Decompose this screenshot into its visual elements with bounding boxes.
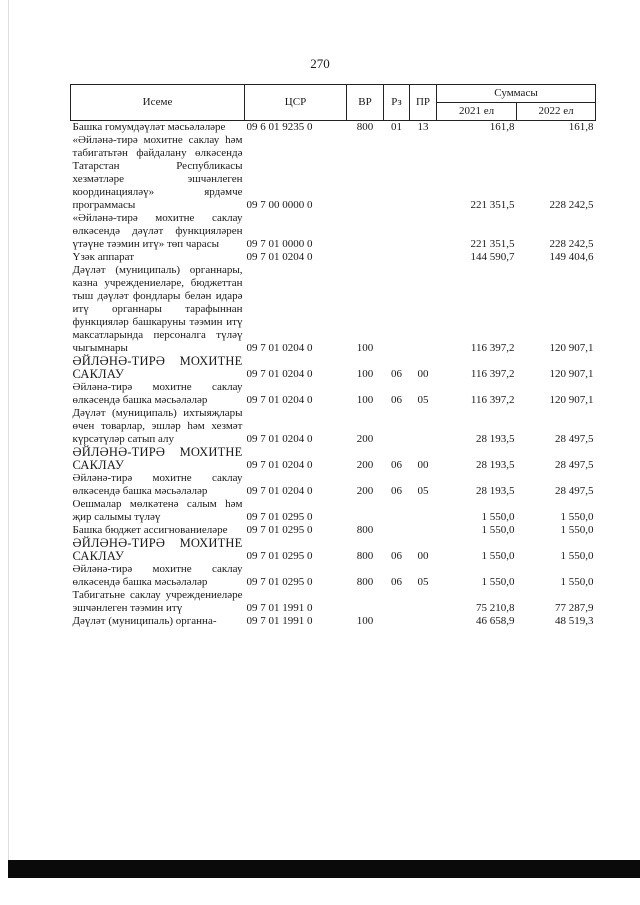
row-rz: 06 — [391, 459, 402, 471]
row-amount-2022: 228 242,5 — [549, 238, 594, 250]
row-rz: 01 — [391, 121, 402, 133]
header-year-2022: 2022 ел — [517, 103, 596, 121]
table-row — [71, 472, 596, 498]
row-amount-2021: 116 397,2 — [470, 342, 515, 354]
table-row — [71, 498, 596, 524]
row-name: ӘЙЛӘНӘ-ТИРӘ МОХИТНЕ САКЛАУ — [72, 354, 243, 381]
table-row — [71, 355, 596, 381]
row-name: ӘЙЛӘНӘ-ТИРӘ МОХИТНЕ САКЛАУ — [72, 445, 243, 472]
row-rz — [384, 264, 410, 355]
row-amount-2021: 1 550,0 — [481, 511, 515, 523]
table-row — [71, 381, 596, 407]
row-amount-2022: 28 497,5 — [555, 433, 594, 445]
table-row — [71, 589, 596, 615]
row-pr: 05 — [417, 576, 429, 588]
row-pr — [410, 589, 437, 615]
row-vr: 200 — [356, 485, 374, 497]
row-name: Үзәк аппарат — [72, 251, 135, 263]
row-amount-2021: 1 550,0 — [481, 576, 515, 588]
row-vr: 800 — [356, 576, 374, 588]
row-pr — [410, 134, 437, 212]
row-pr: 13 — [417, 121, 429, 133]
row-rz — [384, 615, 410, 628]
header-rz: Рз — [384, 85, 410, 121]
table-row — [71, 212, 596, 251]
row-vr — [347, 251, 384, 264]
row-name: Дәүләт (муниципаль) органнары, казна учреждениеләре, бюджеттан тыш дәүләт фондлары белән идарә итү органнары тарафыннан функцияләр башкаруны тәэмин итү максатларында персоналга түләү чыгымнары — [72, 264, 243, 354]
row-amount-2021: 1 550,0 — [481, 524, 515, 536]
row-csr: 09 7 01 0204 0 — [246, 368, 313, 380]
row-rz — [384, 498, 410, 524]
table-row — [71, 251, 596, 264]
row-amount-2021: 28 193,5 — [476, 459, 515, 471]
row-csr: 09 7 01 0295 0 — [246, 576, 313, 588]
row-pr: 00 — [417, 550, 429, 562]
row-rz: 06 — [391, 576, 402, 588]
row-vr: 200 — [356, 459, 374, 471]
row-pr — [410, 498, 437, 524]
row-amount-2022: 28 497,5 — [555, 485, 594, 497]
header-name: Исеме — [71, 85, 245, 121]
row-pr: 05 — [417, 485, 429, 497]
row-vr: 100 — [356, 342, 374, 354]
row-pr — [410, 212, 437, 251]
row-rz — [384, 407, 410, 446]
header-csr: ЦСР — [245, 85, 347, 121]
scan-edge — [8, 0, 9, 860]
row-amount-2022: 149 404,6 — [549, 251, 594, 263]
row-amount-2022: 48 519,3 — [555, 615, 594, 627]
row-pr — [410, 524, 437, 537]
row-pr: 00 — [417, 459, 429, 471]
table-row — [71, 264, 596, 355]
row-amount-2021: 161,8 — [489, 121, 515, 133]
row-name: Дәүләт (муниципаль) ихтыяҗлары өчен товарлар, эшләр һәм хезмәт күрсәтүләр сатып алу — [72, 407, 243, 445]
row-amount-2022: 228 242,5 — [549, 199, 594, 211]
row-name: Оешмалар мөлкәтенә салым һәм җир салымы түләү — [72, 498, 243, 523]
row-csr: 09 7 01 0204 0 — [246, 459, 313, 471]
row-rz — [384, 251, 410, 264]
row-name: Әйләнә-тирә мохитне саклау өлкәсендә башка мәсьәләләр — [72, 472, 243, 497]
row-name: Дәүләт (муниципаль) органна- — [72, 615, 217, 627]
row-amount-2022: 120 907,1 — [549, 368, 594, 380]
row-rz — [384, 134, 410, 212]
row-rz: 06 — [391, 394, 402, 406]
row-rz: 06 — [391, 485, 402, 497]
row-amount-2022: 1 550,0 — [560, 524, 594, 536]
row-amount-2022: 1 550,0 — [560, 550, 594, 562]
row-amount-2021: 1 550,0 — [481, 550, 515, 562]
page-number: 270 — [310, 56, 330, 71]
row-amount-2022: 77 287,9 — [555, 602, 594, 614]
header-pr: ПР — [410, 85, 437, 121]
row-name: ӘЙЛӘНӘ-ТИРӘ МОХИТНЕ САКЛАУ — [72, 536, 243, 563]
row-rz — [384, 212, 410, 251]
row-name: Әйләнә-тирә мохитне саклау өлкәсендә башка мәсьәләләр — [72, 381, 243, 406]
row-csr: 09 7 01 1991 0 — [246, 602, 313, 614]
table-row — [71, 134, 596, 212]
row-amount-2021: 144 590,7 — [470, 251, 515, 263]
header-vr: ВР — [347, 85, 384, 121]
row-amount-2021: 116 397,2 — [470, 394, 515, 406]
budget-table — [70, 84, 596, 628]
table-row — [71, 537, 596, 563]
row-amount-2022: 28 497,5 — [555, 459, 594, 471]
row-rz: 06 — [391, 368, 402, 380]
table-row — [71, 563, 596, 589]
row-csr: 09 7 01 0295 0 — [246, 511, 313, 523]
row-name: «Әйләнә-тирә мохитне саклау өлкәсендә дәүләт функцияләрен үтәүне тәэмин итү» төп чарасы — [72, 212, 243, 250]
row-vr: 100 — [356, 394, 374, 406]
row-name: Башка гомумдәүләт мәсьәләләре — [72, 121, 226, 133]
row-vr — [347, 589, 384, 615]
row-name: Әйләнә-тирә мохитне саклау өлкәсендә башка мәсьәләләр — [72, 563, 243, 588]
row-rz: 06 — [391, 550, 402, 562]
row-rz — [384, 524, 410, 537]
row-csr: 09 6 01 9235 0 — [246, 121, 313, 133]
scan-bottom-bar — [8, 860, 640, 878]
row-amount-2021: 28 193,5 — [476, 485, 515, 497]
row-vr — [347, 134, 384, 212]
row-amount-2021: 116 397,2 — [470, 368, 515, 380]
table-body — [71, 121, 596, 629]
row-csr: 09 7 00 0000 0 — [246, 199, 313, 211]
row-amount-2021: 46 658,9 — [476, 615, 515, 627]
row-amount-2022: 120 907,1 — [549, 342, 594, 354]
row-pr — [410, 264, 437, 355]
row-pr: 00 — [417, 368, 429, 380]
row-pr — [410, 407, 437, 446]
row-csr: 09 7 01 0295 0 — [246, 550, 313, 562]
header-year-2021: 2021 ел — [437, 103, 517, 121]
row-csr: 09 7 01 0204 0 — [246, 394, 313, 406]
row-name: Башка бюджет ассигнованиеләре — [72, 524, 228, 536]
row-vr: 800 — [356, 550, 374, 562]
row-csr: 09 7 01 1991 0 — [246, 615, 313, 627]
row-pr — [410, 615, 437, 628]
table-row — [71, 407, 596, 446]
row-amount-2022: 1 550,0 — [560, 576, 594, 588]
row-vr: 800 — [356, 524, 374, 536]
row-pr — [410, 251, 437, 264]
row-vr: 100 — [356, 368, 374, 380]
row-csr: 09 7 01 0204 0 — [246, 433, 313, 445]
header-sums: Суммасы — [437, 85, 596, 103]
row-pr: 05 — [417, 394, 429, 406]
row-amount-2022: 1 550,0 — [560, 511, 594, 523]
row-amount-2021: 221 351,5 — [470, 238, 515, 250]
row-name: Табигатьне саклау учреждениеләре эшчәнлеген тәэмин итү — [72, 589, 243, 614]
table-row — [71, 446, 596, 472]
row-csr: 09 7 01 0295 0 — [246, 524, 313, 536]
row-csr: 09 7 01 0204 0 — [246, 485, 313, 497]
row-amount-2021: 28 193,5 — [476, 433, 515, 445]
row-amount-2022: 161,8 — [568, 121, 594, 133]
row-amount-2021: 75 210,8 — [476, 602, 515, 614]
row-amount-2022: 120 907,1 — [549, 394, 594, 406]
row-csr: 09 7 01 0204 0 — [246, 251, 313, 263]
table-row — [71, 615, 596, 628]
table-row — [71, 121, 596, 135]
row-csr: 09 7 01 0000 0 — [246, 238, 313, 250]
row-vr: 200 — [356, 433, 374, 445]
row-vr — [347, 212, 384, 251]
row-rz — [384, 589, 410, 615]
row-amount-2021: 221 351,5 — [470, 199, 515, 211]
row-vr: 800 — [356, 121, 374, 133]
row-vr — [347, 498, 384, 524]
row-vr: 100 — [356, 615, 374, 627]
row-name: «Әйләнә-тирә мохитне саклау һәм табигатьтән файдалану өлкәсендә Татарстан Республикасы хезмәтләре эшчәнлеген координацияләү» ярдәмче программасы — [72, 134, 243, 211]
row-csr: 09 7 01 0204 0 — [246, 342, 313, 354]
